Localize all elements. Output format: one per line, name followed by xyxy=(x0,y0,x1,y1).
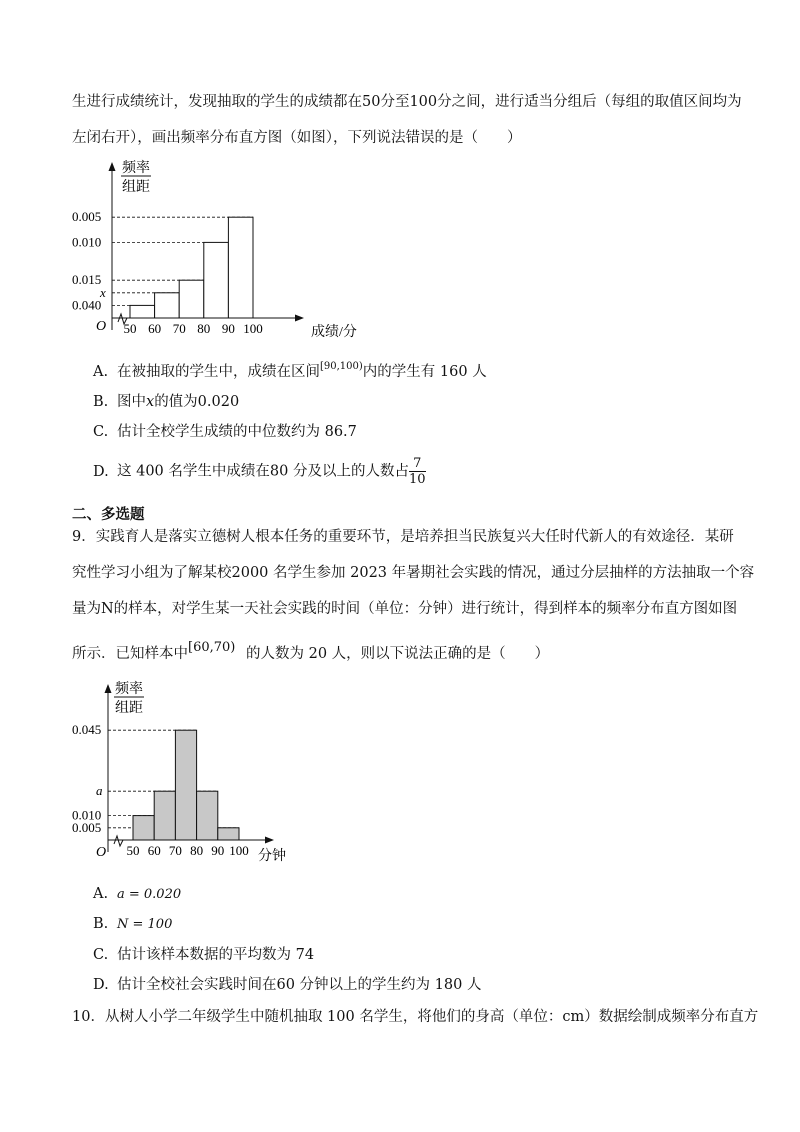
histogram-bar xyxy=(133,816,154,840)
x-tick-label: 60 xyxy=(147,843,161,858)
x-tick-label: 70 xyxy=(172,321,186,336)
option-d-text: 估计全校社会实践时间在60 分钟以上的学生约为 180 人 xyxy=(117,977,482,993)
x-tick-label: 70 xyxy=(168,843,182,858)
x-tick-label: 90 xyxy=(211,843,225,858)
q8-option-d xyxy=(93,456,426,487)
q10-line1: 10．从树人小学二年级学生中随机抽取 100 名学生，将他们的身高（单位：cm）数据绘制成频率分布直方 xyxy=(72,1009,759,1025)
histogram-minutes-plot xyxy=(72,681,286,864)
option-a-interval: [90,100) xyxy=(320,361,363,372)
fraction-denominator: 10 xyxy=(408,472,426,487)
histogram-bar xyxy=(204,242,229,318)
y-tick-label: 0.005 xyxy=(72,819,102,835)
option-b-label: B. xyxy=(93,394,109,410)
option-d-text: 这 400 名学生中成绩在80 分及以上的人数占 xyxy=(117,463,409,480)
origin-label: O xyxy=(96,845,107,860)
histogram-bar xyxy=(155,293,180,318)
option-c-label: C. xyxy=(93,947,109,963)
x-tick-label: 50 xyxy=(126,843,140,858)
option-c-text: 估计全校学生成绩的中位数约为 86.7 xyxy=(117,424,357,440)
histogram-bar xyxy=(175,730,196,840)
y-tick-label: a xyxy=(96,783,103,799)
fraction-numerator: 7 xyxy=(409,456,426,472)
x-tick-label: 80 xyxy=(190,843,204,858)
xlabel: 成绩/分 xyxy=(311,325,357,340)
q9-option-d xyxy=(93,975,481,995)
histogram-bar xyxy=(228,217,253,318)
option-b-var: x xyxy=(146,394,155,410)
x-tick-label: 60 xyxy=(148,321,162,336)
axis-break xyxy=(114,836,123,846)
q9-line4a: 所示．已知样本中 xyxy=(72,646,188,662)
option-b-math: N = 100 xyxy=(117,917,173,932)
histogram-bar xyxy=(197,791,218,840)
y-tick-label: 0.045 xyxy=(72,722,102,738)
x-tick-label: 50 xyxy=(123,321,137,336)
option-a-text1: 在被抽取的学生中，成绩在区间 xyxy=(117,364,320,380)
histogram-scores-plot xyxy=(72,160,357,340)
option-a-text2: 内的学生有 160 人 xyxy=(362,364,487,380)
option-b-label: B. xyxy=(93,916,109,932)
q8-line1: 生进行成绩统计，发现抽取的学生的成绩都在50分至100分之间，进行适当分组后（每组的取值区间均为 xyxy=(72,94,742,110)
xlabel: 分钟 xyxy=(258,849,286,864)
x-tick-label: 100 xyxy=(243,321,263,336)
ylabel-bottom: 组距 xyxy=(122,180,150,195)
ylabel-top: 频率 xyxy=(115,682,143,697)
q9-line4 xyxy=(72,640,550,664)
option-a-label: A. xyxy=(93,364,109,380)
histogram-minutes xyxy=(70,680,320,865)
q8-line2: 左闭右开），画出频率分布直方图（如图），下列说法错误的是（ ） xyxy=(72,130,522,146)
section-title: 二、多选题 xyxy=(72,507,145,523)
option-b-text1: 图中 xyxy=(117,394,146,410)
option-d-fraction xyxy=(409,456,426,487)
option-d-label: D. xyxy=(93,463,109,480)
q8-option-c xyxy=(93,422,357,442)
y-tick-label: 0.015 xyxy=(72,272,102,288)
option-d-label: D. xyxy=(93,977,109,993)
option-a-math: a = 0.020 xyxy=(117,887,182,902)
origin-label: O xyxy=(96,319,107,334)
x-tick-label: 80 xyxy=(197,321,211,336)
x-axis-arrow xyxy=(295,315,304,322)
x-tick-label: 100 xyxy=(229,843,249,858)
x-axis-arrow xyxy=(265,837,274,844)
q9-line3: 量为N的样本，对学生某一天社会实践的时间（单位：分钟）进行统计，得到样本的频率分布直方图如图 xyxy=(72,601,738,617)
y-axis-arrow xyxy=(105,684,112,693)
y-tick-label: 0.005 xyxy=(72,209,102,225)
q9-line1: 9．实践育人是落实立德树人根本任务的重要环节，是培养担当民族复兴大任时代新人的有效途径．某研 xyxy=(72,529,734,545)
option-b-text2: 的值为0.020 xyxy=(154,394,240,410)
y-tick-label: 0.010 xyxy=(72,234,102,250)
q8-option-a xyxy=(93,362,487,384)
q9-option-c xyxy=(93,945,314,965)
ylabel-top: 频率 xyxy=(122,161,150,176)
y-tick-label: x xyxy=(100,284,106,300)
histogram-bar xyxy=(179,280,204,318)
x-tick-label: 90 xyxy=(221,321,235,336)
option-c-label: C. xyxy=(93,424,109,440)
q9-option-b xyxy=(93,914,172,935)
histogram-bar xyxy=(218,828,239,840)
q9-line2: 究性学习小组为了解某校2000 名学生参加 2023 年暑期社会实践的情况，通过分层抽样的方法抽取一个容 xyxy=(72,565,755,581)
histogram-bar xyxy=(130,305,155,318)
ylabel-bottom: 组距 xyxy=(115,701,143,716)
q9-option-a xyxy=(93,884,181,905)
y-tick-label: 0.010 xyxy=(72,807,102,823)
histogram-bar xyxy=(154,791,175,840)
option-a-label: A. xyxy=(93,886,109,902)
q9-line4b: 的人数为 20 人，则以下说法正确的是（ ） xyxy=(246,646,550,662)
y-axis-arrow xyxy=(109,162,116,171)
q8-option-b xyxy=(93,392,239,412)
q9-interval: [60,70) xyxy=(188,640,236,655)
option-c-text: 估计该样本数据的平均数为 74 xyxy=(117,947,315,963)
y-tick-label: 0.040 xyxy=(72,297,102,313)
histogram-scores xyxy=(70,158,370,343)
